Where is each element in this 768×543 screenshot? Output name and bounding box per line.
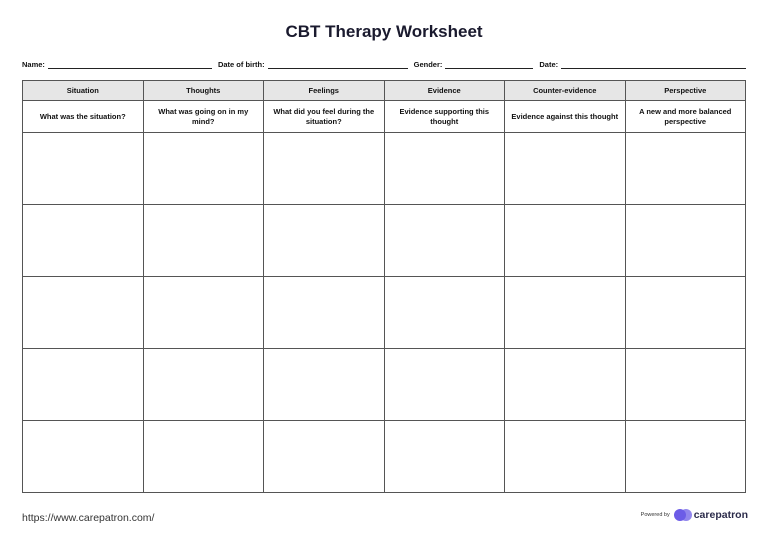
header-thoughts: Thoughts — [143, 81, 264, 101]
gender-label: Gender: — [413, 60, 443, 69]
response-cell-feelings[interactable] — [264, 277, 385, 349]
info-fields — [22, 55, 746, 69]
response-cell-evidence[interactable] — [384, 277, 505, 349]
name-field[interactable] — [48, 59, 212, 69]
page-title: CBT Therapy Worksheet — [285, 22, 483, 41]
header-evidence: Evidence — [384, 81, 505, 101]
table-row — [23, 277, 746, 349]
response-cell-situation[interactable] — [23, 205, 144, 277]
response-cell-situation[interactable] — [23, 133, 144, 205]
prompt-feelings: What did you feel during the situation? — [264, 101, 385, 133]
response-cell-evidence[interactable] — [384, 133, 505, 205]
brand-footer — [641, 508, 748, 522]
header-perspective: Perspective — [625, 81, 746, 101]
response-cell-perspective[interactable] — [625, 277, 746, 349]
response-cell-feelings[interactable] — [264, 133, 385, 205]
response-cell-feelings[interactable] — [264, 349, 385, 421]
response-cell-evidence[interactable] — [384, 421, 505, 493]
response-cell-perspective[interactable] — [625, 205, 746, 277]
response-cell-situation[interactable] — [23, 349, 144, 421]
dob-label: Date of birth: — [217, 60, 265, 69]
header-feelings: Feelings — [264, 81, 385, 101]
gender-field[interactable] — [445, 59, 533, 69]
response-cell-thoughts[interactable] — [143, 277, 264, 349]
response-cell-thoughts[interactable] — [143, 421, 264, 493]
response-cell-situation[interactable] — [23, 277, 144, 349]
date-label: Date: — [539, 60, 559, 69]
prompt-evidence: Evidence supporting this thought — [384, 101, 505, 133]
response-cell-thoughts[interactable] — [143, 349, 264, 421]
response-cell-perspective[interactable] — [625, 421, 746, 493]
response-cell-counter-evidence[interactable] — [505, 205, 626, 277]
table-row — [23, 205, 746, 277]
response-cell-thoughts[interactable] — [143, 205, 264, 277]
response-cell-feelings[interactable] — [264, 421, 385, 493]
response-cell-counter-evidence[interactable] — [505, 349, 626, 421]
brand-name: carepatron — [693, 509, 748, 521]
response-cell-situation[interactable] — [23, 421, 144, 493]
response-cell-evidence[interactable] — [384, 349, 505, 421]
response-cell-feelings[interactable] — [264, 205, 385, 277]
response-cell-counter-evidence[interactable] — [505, 277, 626, 349]
prompt-thoughts: What was going on in my mind? — [143, 101, 264, 133]
prompt-perspective: A new and more balanced perspective — [625, 101, 746, 133]
response-cell-perspective[interactable] — [625, 133, 746, 205]
worksheet-table — [22, 80, 746, 493]
table-row — [23, 421, 746, 493]
prompt-counter-evidence: Evidence against this thought — [505, 101, 626, 133]
dob-field[interactable] — [268, 59, 408, 69]
name-label: Name: — [22, 60, 45, 69]
prompt-row — [23, 101, 746, 133]
response-cell-evidence[interactable] — [384, 205, 505, 277]
table-row — [23, 133, 746, 205]
carepatron-logo-icon — [674, 508, 692, 522]
powered-by-label: Powered by — [640, 512, 670, 518]
website-link[interactable]: https://www.carepatron.com/ — [22, 512, 155, 524]
table-row — [23, 349, 746, 421]
header-row — [23, 81, 746, 101]
response-cell-counter-evidence[interactable] — [505, 421, 626, 493]
date-field[interactable] — [561, 59, 746, 69]
header-counter-evidence: Counter-evidence — [505, 81, 626, 101]
response-cell-thoughts[interactable] — [143, 133, 264, 205]
header-situation: Situation — [23, 81, 144, 101]
response-cell-counter-evidence[interactable] — [505, 133, 626, 205]
response-cell-perspective[interactable] — [625, 349, 746, 421]
prompt-situation: What was the situation? — [23, 101, 144, 133]
